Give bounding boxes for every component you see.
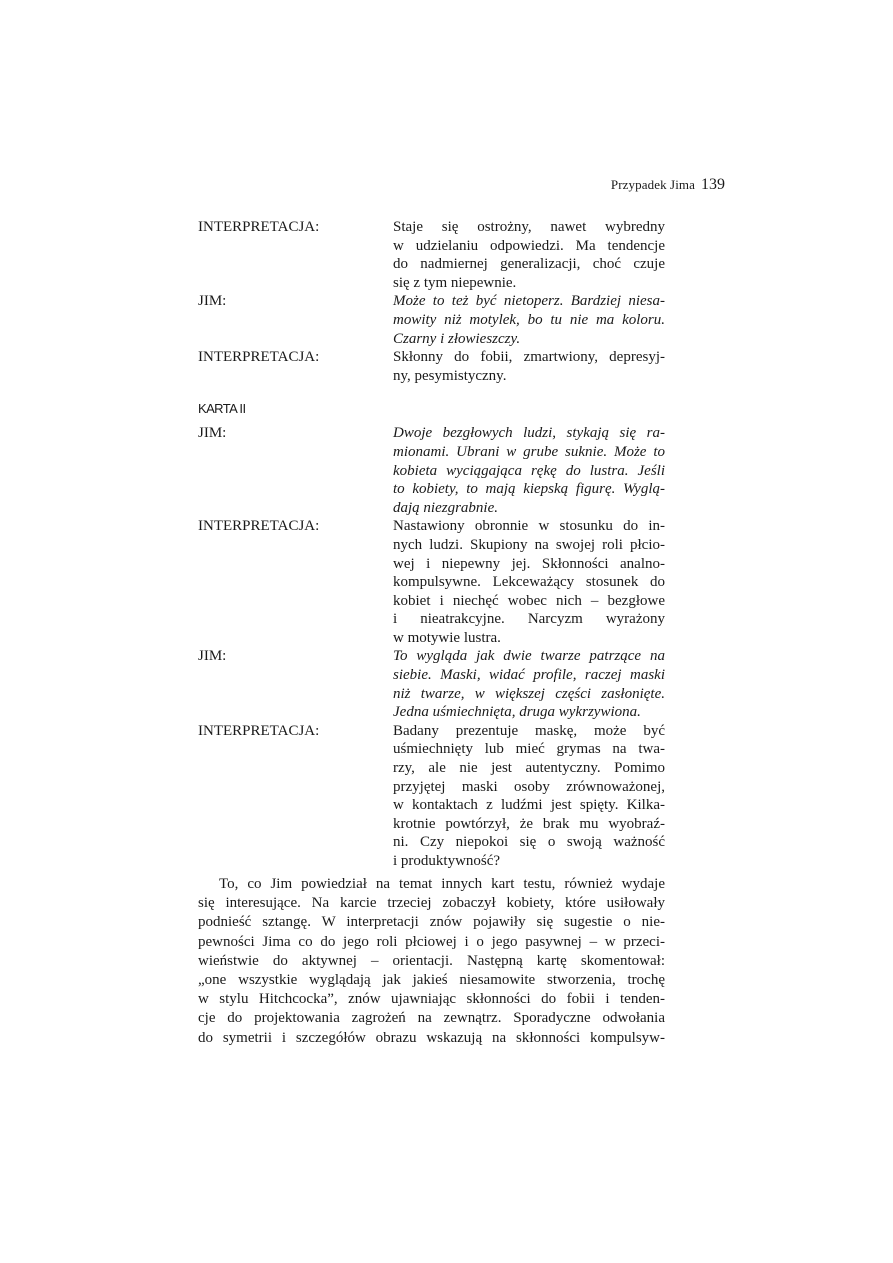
text-line: Badany prezentuje maskę, może być (393, 722, 665, 739)
speaker-label: INTERPRETACJA: (198, 722, 320, 739)
text-line: Czarny i złowieszczy. (393, 330, 521, 347)
text-line: siebie. Maski, widać profile, raczej maski (393, 667, 665, 684)
text-line: nych ludzi. Skupiony na swojej roli płcio- (393, 536, 665, 553)
dialogue-entries (198, 218, 666, 871)
section-label-karta-ii: KARTA II (198, 401, 246, 417)
paragraph-line: w stylu Hitchcocka”, znów ujawniając skłonności do fobii i tenden- (198, 991, 665, 1008)
text-line: Dwoje bezgłowych ludzi, stykają się ra- (393, 425, 665, 442)
text-line: To wygląda jak dwie twarze patrzące na (393, 648, 665, 665)
paragraph-line: się interesujące. Na karcie trzeciej zobaczył kobiety, które usiłowały (198, 895, 665, 912)
running-head (560, 176, 725, 194)
page-number: 139 (701, 176, 725, 193)
response-text (393, 647, 665, 721)
paragraph-line: „one wszystkie wyglądają jak jakieś niesamowite stworzenia, trochę (198, 972, 665, 989)
dialogue-entry (198, 424, 666, 517)
text-line: Może to też być nietoperz. Bardziej niesa- (393, 293, 665, 310)
text-line: wej i niepewny jej. Skłonności analno- (393, 555, 665, 572)
interpretation-text (393, 517, 665, 647)
interpretation-text (393, 218, 665, 292)
text-line: przyjętej maski osoby zrównoważonej, (393, 778, 665, 795)
paragraph-line: podnieść sztangę. W interpretacji znów pojawiły się sugestie o nie- (198, 914, 665, 931)
text-line: kompulsywne. Lekceważący stosunek do (393, 574, 665, 591)
paragraph-line: wieństwie do aktywnej – orientacji. Następną kartę skomentował: (198, 952, 665, 969)
dialogue-entry (198, 722, 666, 871)
text-line: uśmiechnięty lub mieć grymas na twa- (393, 741, 665, 758)
speaker-label: JIM: (198, 293, 227, 310)
dialogue-entry (198, 517, 666, 647)
speaker-label: JIM: (198, 648, 227, 665)
text-line: krotnie powtórzył, że brak mu wyobraź- (393, 815, 665, 832)
response-text (393, 424, 665, 517)
interpretation-text (393, 348, 665, 385)
paragraph-line: pewności Jima co do jego roli płciowej i o jego pasywnej – w przeci- (198, 933, 665, 950)
paragraph-line: cje do projektowania zagrożeń na zewnątrz. Sporadyczne odwołania (198, 1010, 665, 1027)
text-line: ny, pesymistyczny. (393, 367, 507, 384)
body-paragraph (198, 875, 665, 1048)
dialogue-entry (198, 292, 666, 348)
text-line: ni. Czy niepokoi się o swoją ważność (393, 834, 665, 851)
text-line: się z tym niepewnie. (393, 274, 517, 291)
paragraph-line: do symetrii i szczegółów obrazu wskazują na skłonności kompulsyw- (198, 1029, 665, 1046)
paragraph-line: To, co Jim powiedział na temat innych kart testu, również wydaje (219, 876, 665, 892)
text-line: dają niezgrabnie. (393, 499, 498, 516)
text-line: kobieta wyciągająca rękę do lustra. Jeśli (393, 462, 665, 479)
text-line: i nieatrakcyjne. Narcyzm wyrażony (393, 611, 665, 628)
response-text (393, 292, 665, 348)
running-head-title: Przypadek Jima (610, 177, 695, 192)
speaker-label: INTERPRETACJA: (198, 518, 320, 535)
dialogue-entry (198, 348, 666, 385)
text-line: rzy, ale nie jest autentyczny. Pomimo (393, 760, 665, 777)
text-line: Jedna uśmiechnięta, druga wykrzywiona. (393, 704, 641, 721)
dialogue-entry (198, 218, 666, 292)
text-line: mowity niż motylek, bo tu nie ma koloru. (393, 311, 665, 328)
text-line: to kobiety, to mają kiepską figurę. Wyglą- (393, 481, 665, 498)
text-line: Staje się ostrożny, nawet wybredny (393, 219, 665, 235)
interpretation-text (393, 722, 665, 871)
text-line: mionami. Ubrani w grube suknie. Może to (393, 443, 665, 460)
text-line: Skłonny do fobii, zmartwiony, depresyj- (393, 349, 665, 366)
text-line: w udzielaniu odpowiedzi. Ma tendencje (393, 237, 665, 254)
card-one-block (198, 218, 666, 385)
speaker-label: INTERPRETACJA: (198, 349, 320, 366)
text-line: w kontaktach z ludźmi jest spięty. Kilka- (393, 797, 665, 814)
speaker-label: INTERPRETACJA: (198, 219, 320, 235)
dialogue-entry (198, 647, 666, 721)
text-line: kobiet i niechęć wobec nich – bezgłowe (393, 592, 665, 609)
text-line: Nastawiony obronnie w stosunku do in- (393, 518, 665, 535)
text-line: do nadmiernej generalizacji, choć czuje (393, 256, 665, 273)
text-line: i produktywność? (393, 853, 501, 869)
text-line: w motywie lustra. (393, 629, 501, 646)
card-two-block (198, 424, 666, 870)
speaker-label: JIM: (198, 425, 227, 442)
text-line: niż twarze, w większej części zasłonięte. (393, 685, 665, 702)
